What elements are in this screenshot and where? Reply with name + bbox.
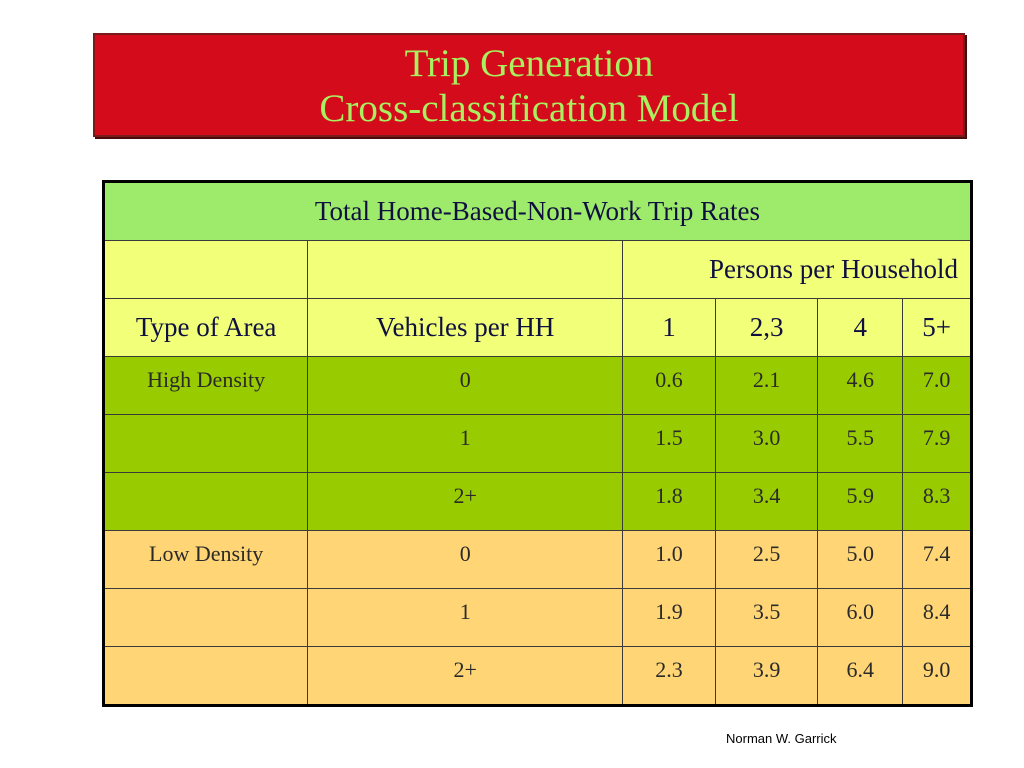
area-cell: [104, 647, 308, 706]
table-row: [104, 531, 972, 589]
column-header-persons-2-3: 2,3: [715, 299, 818, 357]
column-header-vehicles-per-hh: Vehicles per HH: [308, 299, 623, 357]
rate-cell: 6.0: [818, 589, 903, 647]
vehicles-cell: 0: [308, 357, 623, 415]
author-footer: Norman W. Garrick: [726, 731, 837, 746]
vehicles-cell: 1: [308, 589, 623, 647]
vehicles-cell: 2+: [308, 647, 623, 706]
slide-title-line-1: Trip Generation: [404, 42, 654, 85]
area-cell: [104, 589, 308, 647]
rate-cell: 2.1: [715, 357, 818, 415]
vehicles-cell: 0: [308, 531, 623, 589]
rate-cell: 1.9: [623, 589, 716, 647]
rate-cell: 1.8: [623, 473, 716, 531]
rate-cell: 9.0: [903, 647, 972, 706]
slide-title-box: [93, 33, 965, 137]
persons-per-household-header: Persons per Household: [623, 241, 972, 299]
rate-cell: 5.9: [818, 473, 903, 531]
table-caption: Total Home-Based-Non-Work Trip Rates: [104, 182, 972, 241]
rate-cell: 6.4: [818, 647, 903, 706]
column-header-persons-1: 1: [623, 299, 716, 357]
rate-cell: 4.6: [818, 357, 903, 415]
table-row: [104, 647, 972, 706]
table-row: [104, 357, 972, 415]
rate-cell: 5.0: [818, 531, 903, 589]
rate-cell: 3.0: [715, 415, 818, 473]
area-cell: [104, 415, 308, 473]
column-header-persons-5-plus: 5+: [903, 299, 972, 357]
area-cell: [104, 473, 308, 531]
rate-cell: 7.0: [903, 357, 972, 415]
rate-cell: 8.4: [903, 589, 972, 647]
table-caption-row: [104, 182, 972, 241]
rate-cell: 2.3: [623, 647, 716, 706]
table-row: [104, 589, 972, 647]
area-cell: High Density: [104, 357, 308, 415]
rate-cell: 8.3: [903, 473, 972, 531]
rate-cell: 3.4: [715, 473, 818, 531]
rate-cell: 5.5: [818, 415, 903, 473]
persons-header-row: [104, 241, 972, 299]
column-header-row: [104, 299, 972, 357]
column-header-persons-4: 4: [818, 299, 903, 357]
empty-header-cell: [308, 241, 623, 299]
column-header-type-of-area: Type of Area: [104, 299, 308, 357]
vehicles-cell: 1: [308, 415, 623, 473]
rate-cell: 3.9: [715, 647, 818, 706]
rate-cell: 1.0: [623, 531, 716, 589]
area-cell: Low Density: [104, 531, 308, 589]
slide-title-line-2: Cross-classification Model: [319, 87, 739, 130]
rate-cell: 7.9: [903, 415, 972, 473]
rate-cell: 1.5: [623, 415, 716, 473]
rate-cell: 2.5: [715, 531, 818, 589]
table-row: [104, 473, 972, 531]
vehicles-cell: 2+: [308, 473, 623, 531]
empty-header-cell: [104, 241, 308, 299]
rate-cell: 7.4: [903, 531, 972, 589]
rate-cell: 3.5: [715, 589, 818, 647]
rate-cell: 0.6: [623, 357, 716, 415]
table-row: [104, 415, 972, 473]
trip-rates-table: [102, 180, 973, 707]
